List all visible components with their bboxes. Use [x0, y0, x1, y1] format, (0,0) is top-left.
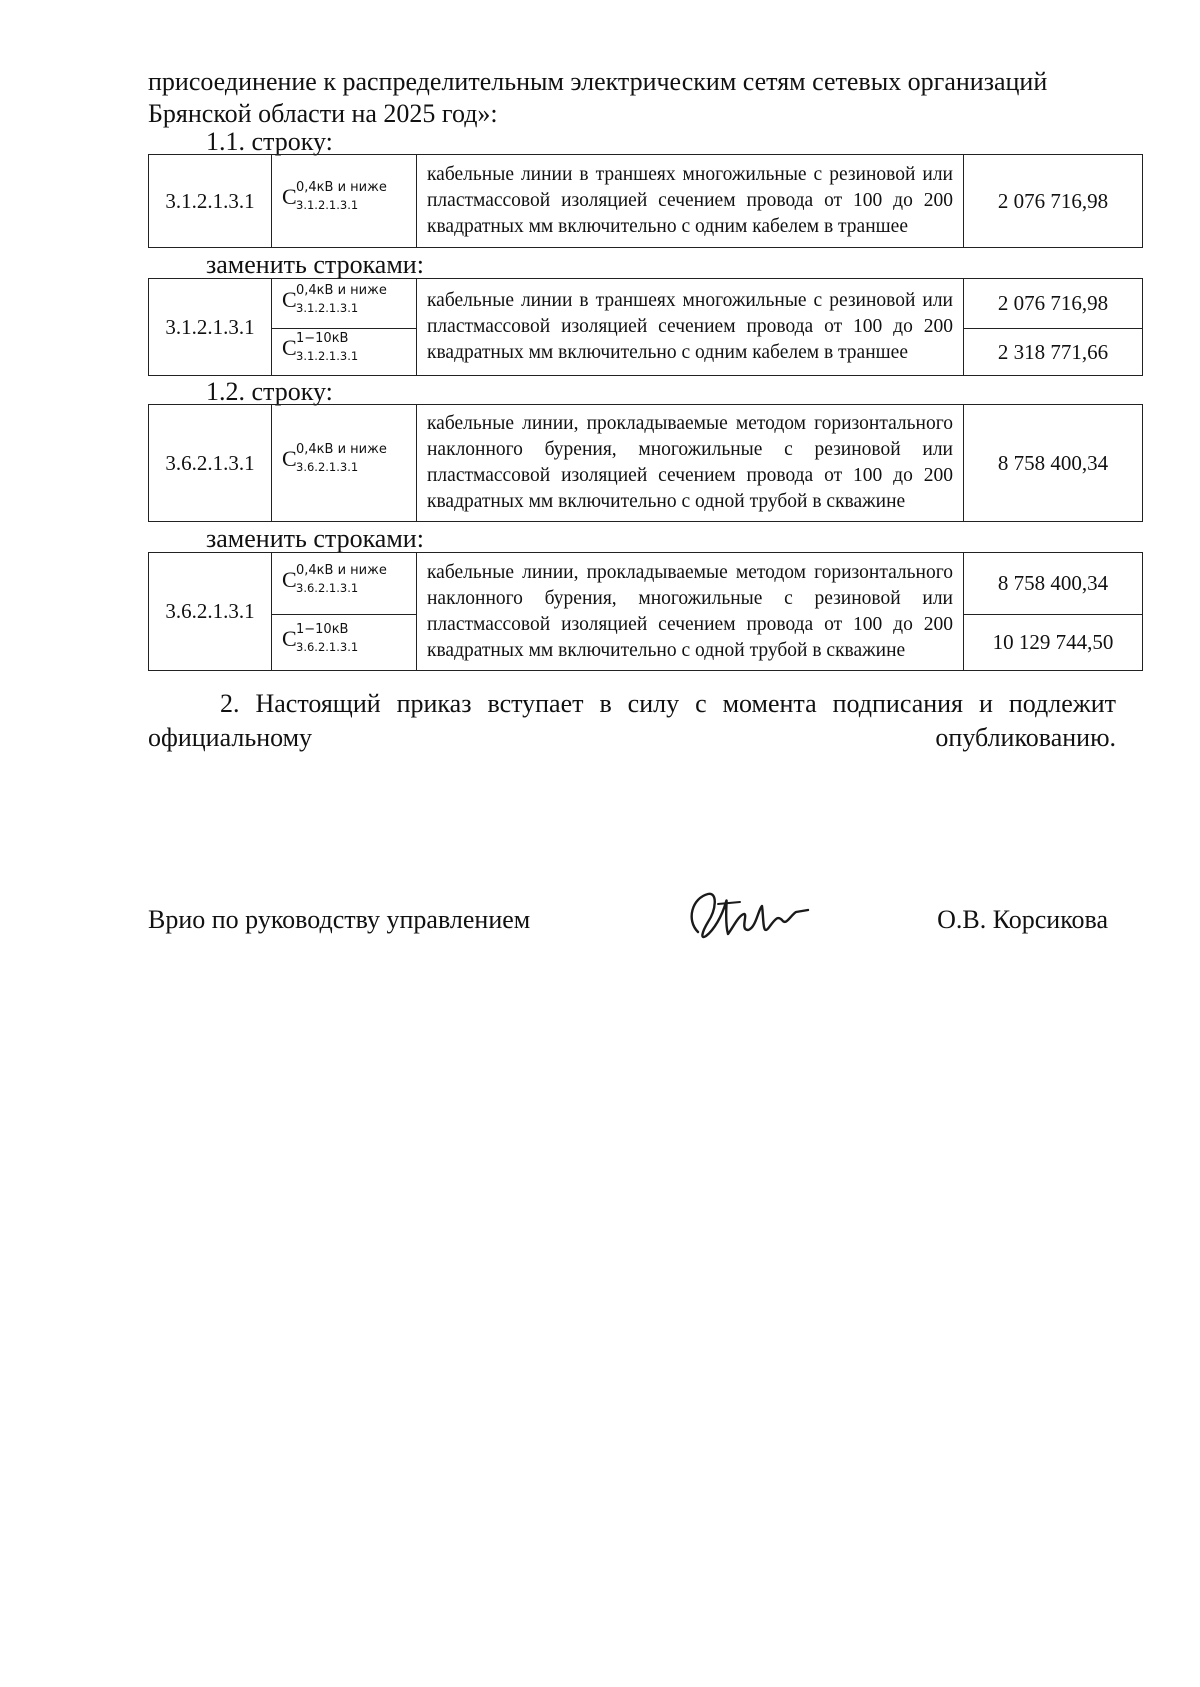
rate-letter: C: [282, 625, 297, 651]
rate-symbol: [282, 281, 402, 321]
rate-superscript: 0,4кВ и ниже: [296, 562, 387, 578]
rate-symbol: [282, 620, 402, 660]
closing-text: 2. Настоящий приказ вступает в силу с момента подписания и подлежит официальному опубликованию.: [148, 689, 1116, 752]
rate-subscript: 3.6.2.1.3.1: [296, 580, 359, 595]
section-2-new-table: [148, 552, 1143, 671]
section-1-replace-label: заменить строками:: [206, 250, 424, 279]
rate-subscript: 3.1.2.1.3.1: [296, 349, 359, 363]
row-number: 3.6.2.1.3.1: [149, 553, 272, 671]
rate-subscript: 3.1.2.1.3.1: [296, 198, 359, 212]
row-number: 3.1.2.1.3.1: [149, 155, 272, 248]
row-value: 8 758 400,34: [964, 553, 1143, 615]
row-number: 3.1.2.1.3.1: [149, 279, 272, 376]
rate-symbol: [282, 440, 402, 480]
row-description: кабельные линии в траншеях многожильные с резиновой или пластмассовой изоляцией сечением провода от 100 до 200 квадратных мм включительно с одним кабелем в траншее: [417, 155, 964, 248]
row-value: 8 758 400,34: [964, 405, 1143, 522]
rate-letter: C: [282, 184, 297, 209]
rate-code: [272, 405, 417, 522]
rate-superscript: 1−10кВ: [296, 621, 349, 637]
section-2-heading: 1.2. строку:: [206, 377, 333, 406]
signatory-position: Врио по руководству управлением: [148, 905, 531, 934]
rate-symbol: [282, 561, 402, 601]
rate-code: [272, 615, 417, 671]
row-value: 2 318 771,66: [964, 329, 1143, 376]
row-value: 2 076 716,98: [964, 279, 1143, 329]
row-value: 2 076 716,98: [964, 155, 1143, 248]
section-1-new-table: [148, 278, 1143, 376]
handwritten-signature: [678, 880, 828, 955]
table-row: [149, 405, 1143, 522]
closing-paragraph: [148, 687, 1116, 755]
rate-symbol: [282, 178, 402, 218]
intro-text: [148, 66, 1116, 130]
rate-code: [272, 329, 417, 376]
row-description: кабельные линии в траншеях многожильные с резиновой или пластмассовой изоляцией сечением провода от 100 до 200 квадратных мм включительно с одним кабелем в траншее: [417, 279, 964, 376]
row-description: кабельные линии, прокладываемые методом горизонтального наклонного бурения, многожильные с резиновой или пластмассовой изоляцией сечением провода от 100 до 200 квадратных мм включительно с одной трубой в скважине: [417, 405, 964, 522]
rate-superscript: 0,4кВ и ниже: [296, 282, 387, 298]
row-number: 3.6.2.1.3.1: [149, 405, 272, 522]
row-value: 10 129 744,50: [964, 615, 1143, 671]
rate-code: [272, 553, 417, 615]
rate-superscript: 0,4кВ и ниже: [296, 442, 387, 457]
rate-superscript: 1−10кВ: [296, 331, 349, 346]
intro-line-1: присоединение к распределительным электрическим сетям сетевых организаций: [148, 67, 1048, 96]
rate-superscript: 0,4кВ и ниже: [296, 180, 387, 195]
section-2-replace-label: заменить строками:: [206, 524, 424, 553]
signatory-name: О.В. Корсикова: [937, 905, 1108, 934]
section-2-old-table: [148, 404, 1143, 522]
rate-letter: C: [282, 335, 297, 360]
rate-subscript: 3.1.2.1.3.1: [296, 300, 359, 315]
rate-letter: C: [282, 566, 297, 592]
intro-line-2: Брянской области на 2025 год»:: [148, 99, 498, 128]
table-row: [149, 553, 1143, 615]
section-1-old-table: [148, 154, 1143, 248]
row-description: кабельные линии, прокладываемые методом горизонтального наклонного бурения, многожильные с резиновой или пластмассовой изоляцией сечением провода от 100 до 200 квадратных мм включительно с одной трубой в скважине: [417, 553, 964, 671]
rate-letter: C: [282, 446, 297, 471]
rate-subscript: 3.6.2.1.3.1: [296, 460, 359, 474]
rate-letter: C: [282, 286, 297, 312]
rate-code: [272, 279, 417, 329]
table-row: [149, 155, 1143, 248]
rate-code: [272, 155, 417, 248]
rate-symbol: [282, 329, 402, 369]
table-row: [149, 279, 1143, 329]
section-1-heading: 1.1. строку:: [206, 127, 333, 156]
rate-subscript: 3.6.2.1.3.1: [296, 639, 359, 654]
